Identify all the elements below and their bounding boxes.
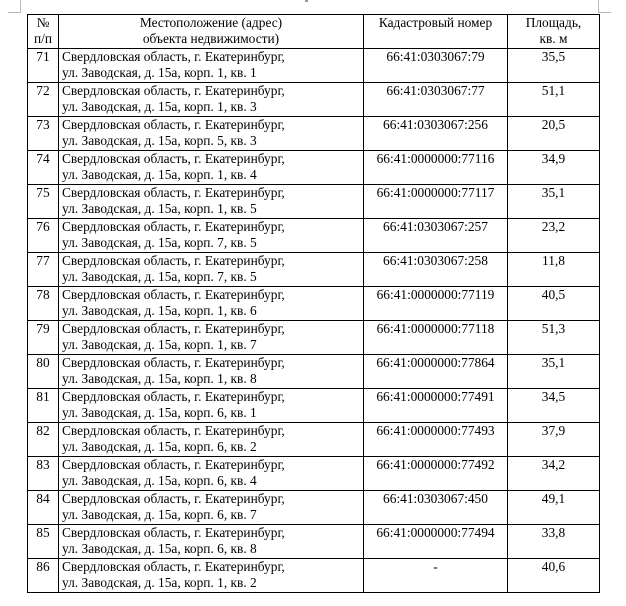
table-row [28, 423, 600, 457]
address-line-2: ул. Заводская, д. 15а, корп. 6, кв. 1 [62, 405, 257, 420]
header-num: № п/п [28, 15, 59, 49]
address-line-2: ул. Заводская, д. 15а, корп. 6, кв. 7 [62, 507, 257, 522]
row-area: 37,9 [508, 423, 600, 457]
row-cadastral-number: 66:41:0000000:77119 [364, 287, 508, 321]
row-cadastral-number: 66:41:0303067:257 [364, 219, 508, 253]
address-line-1: Свердловская область, г. Екатеринбург, [62, 117, 285, 132]
address-line-1: Свердловская область, г. Екатеринбург, [62, 185, 285, 200]
table-row [28, 389, 600, 423]
row-number: 75 [28, 185, 59, 219]
table-row [28, 49, 600, 83]
row-address [59, 151, 364, 185]
row-cadastral-number: 66:41:0303067:256 [364, 117, 508, 151]
row-number: 71 [28, 49, 59, 83]
row-address [59, 49, 364, 83]
row-area: 34,2 [508, 457, 600, 491]
table-row [28, 321, 600, 355]
page-top-mark [305, 0, 308, 2]
address-line-1: Свердловская область, г. Екатеринбург, [62, 219, 285, 234]
table-row [28, 219, 600, 253]
row-cadastral-number: 66:41:0000000:77491 [364, 389, 508, 423]
address-line-2: ул. Заводская, д. 15а, корп. 1, кв. 8 [62, 371, 257, 386]
property-table [27, 14, 600, 593]
address-line-2: ул. Заводская, д. 15а, корп. 1, кв. 4 [62, 167, 257, 182]
row-number: 74 [28, 151, 59, 185]
row-area: 51,1 [508, 83, 600, 117]
row-address [59, 83, 364, 117]
address-line-1: Свердловская область, г. Екатеринбург, [62, 423, 285, 438]
row-address [59, 355, 364, 389]
table-row [28, 117, 600, 151]
address-line-1: Свердловская область, г. Екатеринбург, [62, 83, 285, 98]
row-number: 85 [28, 525, 59, 559]
table-row [28, 525, 600, 559]
address-line-2: ул. Заводская, д. 15а, корп. 5, кв. 3 [62, 133, 257, 148]
row-area: 35,5 [508, 49, 600, 83]
row-number: 82 [28, 423, 59, 457]
table-row [28, 253, 600, 287]
row-address [59, 185, 364, 219]
table-row [28, 355, 600, 389]
page-corner-mark-right [598, 0, 611, 13]
address-line-2: ул. Заводская, д. 15а, корп. 1, кв. 7 [62, 337, 257, 352]
row-address [59, 423, 364, 457]
row-cadastral-number: 66:41:0303067:258 [364, 253, 508, 287]
row-cadastral-number: 66:41:0000000:77494 [364, 525, 508, 559]
address-line-2: ул. Заводская, д. 15а, корп. 6, кв. 2 [62, 439, 257, 454]
row-cadastral-number: 66:41:0000000:77116 [364, 151, 508, 185]
row-address [59, 117, 364, 151]
header-area: Площадь, кв. м [508, 15, 600, 49]
table-row [28, 83, 600, 117]
row-number: 86 [28, 559, 59, 593]
row-address [59, 389, 364, 423]
address-line-1: Свердловская область, г. Екатеринбург, [62, 389, 285, 404]
row-number: 73 [28, 117, 59, 151]
row-area: 20,5 [508, 117, 600, 151]
header-address: Местоположение (адрес) объекта недвижимости) [59, 15, 364, 49]
row-address [59, 559, 364, 593]
row-address [59, 287, 364, 321]
table-row [28, 151, 600, 185]
address-line-2: ул. Заводская, д. 15а, корп. 6, кв. 8 [62, 541, 257, 556]
address-line-1: Свердловская область, г. Екатеринбург, [62, 457, 285, 472]
address-line-1: Свердловская область, г. Екатеринбург, [62, 49, 285, 64]
row-cadastral-number: 66:41:0303067:77 [364, 83, 508, 117]
row-number: 78 [28, 287, 59, 321]
table-row [28, 457, 600, 491]
address-line-2: ул. Заводская, д. 15а, корп. 1, кв. 3 [62, 99, 257, 114]
row-number: 83 [28, 457, 59, 491]
row-address [59, 491, 364, 525]
row-cadastral-number: 66:41:0303067:450 [364, 491, 508, 525]
address-line-1: Свердловская область, г. Екатеринбург, [62, 491, 285, 506]
row-area: 11,8 [508, 253, 600, 287]
address-line-1: Свердловская область, г. Екатеринбург, [62, 321, 285, 336]
row-number: 72 [28, 83, 59, 117]
row-number: 81 [28, 389, 59, 423]
address-line-2: ул. Заводская, д. 15а, корп. 1, кв. 2 [62, 575, 257, 590]
row-cadastral-number: 66:41:0303067:79 [364, 49, 508, 83]
row-number: 77 [28, 253, 59, 287]
address-line-2: ул. Заводская, д. 15а, корп. 1, кв. 6 [62, 303, 257, 318]
address-line-1: Свердловская область, г. Екатеринбург, [62, 287, 285, 302]
header-cadastral: Кадастровый номер [364, 15, 508, 49]
row-address [59, 219, 364, 253]
table-row [28, 185, 600, 219]
address-line-2: ул. Заводская, д. 15а, корп. 1, кв. 1 [62, 65, 257, 80]
row-area: 35,1 [508, 185, 600, 219]
row-cadastral-number: 66:41:0000000:77118 [364, 321, 508, 355]
address-line-1: Свердловская область, г. Екатеринбург, [62, 355, 285, 370]
row-cadastral-number: - [364, 559, 508, 593]
address-line-2: ул. Заводская, д. 15а, корп. 7, кв. 5 [62, 235, 257, 250]
row-area: 51,3 [508, 321, 600, 355]
row-cadastral-number: 66:41:0000000:77864 [364, 355, 508, 389]
address-line-2: ул. Заводская, д. 15а, корп. 1, кв. 5 [62, 201, 257, 216]
row-number: 80 [28, 355, 59, 389]
table-header-row [28, 15, 600, 49]
row-area: 33,8 [508, 525, 600, 559]
row-address [59, 321, 364, 355]
row-address [59, 525, 364, 559]
address-line-2: ул. Заводская, д. 15а, корп. 6, кв. 4 [62, 473, 257, 488]
address-line-1: Свердловская область, г. Екатеринбург, [62, 151, 285, 166]
row-number: 79 [28, 321, 59, 355]
row-area: 23,2 [508, 219, 600, 253]
address-line-1: Свердловская область, г. Екатеринбург, [62, 525, 285, 540]
row-number: 84 [28, 491, 59, 525]
address-line-1: Свердловская область, г. Екатеринбург, [62, 559, 285, 574]
table-row [28, 559, 600, 593]
row-area: 35,1 [508, 355, 600, 389]
row-area: 40,5 [508, 287, 600, 321]
table-row [28, 491, 600, 525]
row-cadastral-number: 66:41:0000000:77493 [364, 423, 508, 457]
row-cadastral-number: 66:41:0000000:77117 [364, 185, 508, 219]
row-area: 49,1 [508, 491, 600, 525]
row-cadastral-number: 66:41:0000000:77492 [364, 457, 508, 491]
row-address [59, 253, 364, 287]
row-area: 34,9 [508, 151, 600, 185]
row-number: 76 [28, 219, 59, 253]
row-area: 34,5 [508, 389, 600, 423]
row-area: 40,6 [508, 559, 600, 593]
page-corner-mark-left [8, 0, 21, 13]
table-row [28, 287, 600, 321]
address-line-1: Свердловская область, г. Екатеринбург, [62, 253, 285, 268]
row-address [59, 457, 364, 491]
address-line-2: ул. Заводская, д. 15а, корп. 7, кв. 5 [62, 269, 257, 284]
